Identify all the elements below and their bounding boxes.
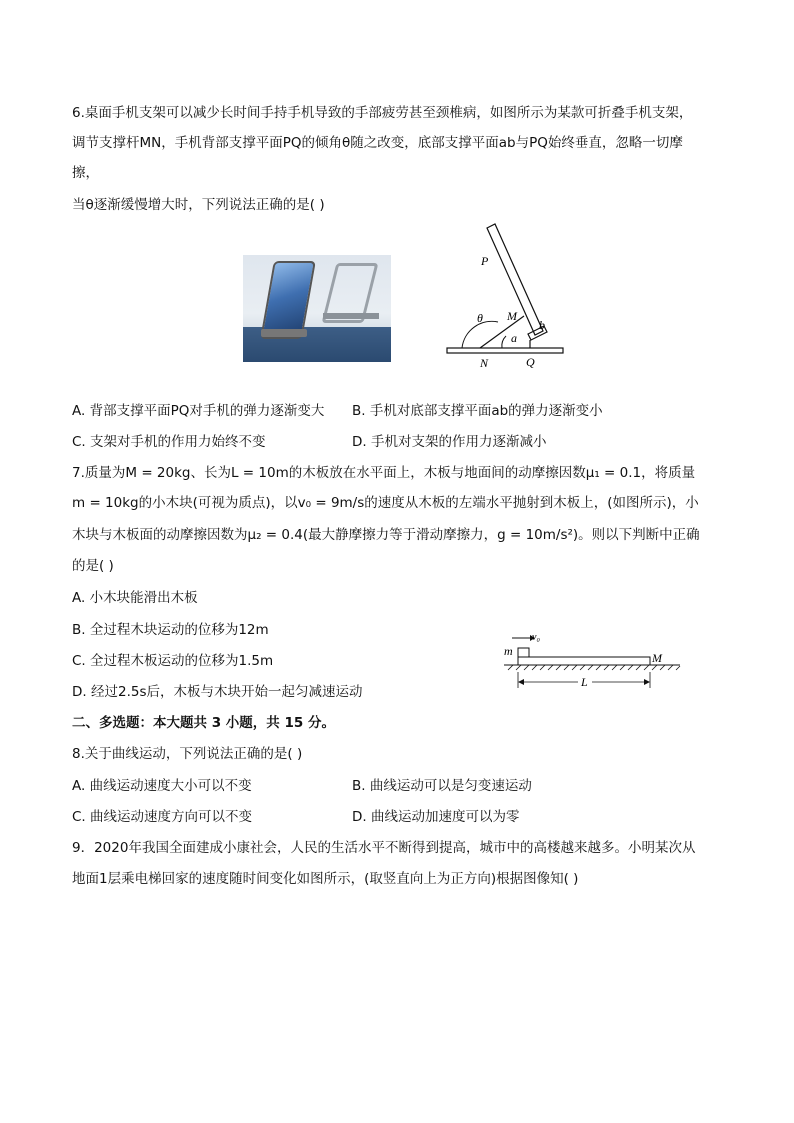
q6-stem-line3: 擦， <box>72 165 99 181</box>
q7-stem-line3: 木块与木板面的动摩擦因数为μ₂ = 0.4(最大静摩擦力等于滑动摩擦力，g = 10m/s²)。则以下判断中正确 <box>72 527 700 543</box>
label-a: a <box>511 331 517 345</box>
phone-stand-photo <box>243 255 391 362</box>
label-Q: Q <box>526 355 535 369</box>
q7-stem-line1: 7.质量为M = 20kg、长为L = 10m的木板放在水平面上，木板与地面间的动摩擦因数μ₁ = 0.1，将质量 <box>72 465 696 481</box>
q8-option-c: C. 曲线运动速度方向可以不变 <box>72 809 253 825</box>
phone-stand-diagram <box>440 218 570 376</box>
q7-option-a: A. 小木块能滑出木板 <box>72 590 198 606</box>
q9-stem-line1: 9．2020年我国全面建成小康社会，人民的生活水平不断得到提高，城市中的高楼越来越多。小明某次从 <box>72 840 696 856</box>
q7-stem-line2: m = 10kg的小木块(可视为质点)，以v₀ = 9m/s的速度从木板的左端水平抛射到木板上，(如图所示)，小 <box>72 495 699 511</box>
label-b: b <box>539 318 545 332</box>
section-heading-multiple-choice: 二、多选题：本大题共 3 小题，共 15 分。 <box>72 715 335 731</box>
q8-stem: 8.关于曲线运动，下列说法正确的是( ) <box>72 746 303 762</box>
label-M-board: M <box>652 651 662 665</box>
q6-stem-line1: 6.桌面手机支架可以减少长时间手持手机导致的手部疲劳甚至颈椎病，如图所示为某款可折叠手机支架， <box>72 105 693 121</box>
q8-option-d: D. 曲线运动加速度可以为零 <box>352 809 520 825</box>
q6-option-c: C. 支架对手机的作用力始终不变 <box>72 434 266 450</box>
board-block-diagram <box>500 628 684 694</box>
q6-option-d: D. 手机对支架的作用力逐渐减小 <box>352 434 547 450</box>
label-N: N <box>480 356 489 370</box>
q8-option-a: A. 曲线运动速度大小可以不变 <box>72 778 252 794</box>
q6-stem-line4: 当θ逐渐缓慢增大时，下列说法正确的是( ) <box>72 197 325 213</box>
label-P: P <box>481 254 489 268</box>
label-m: m <box>504 644 513 658</box>
label-M: M <box>507 309 517 323</box>
q6-stem-line2: 调节支撑杆MN，手机背部支撑平面PQ的倾角θ随之改变，底部支撑平面ab与PQ始终垂直，忽略一切摩 <box>72 135 683 151</box>
label-theta: θ <box>477 311 483 325</box>
label-L: L <box>581 675 588 689</box>
q9-stem-line2: 地面1层乘电梯回家的速度随时间变化如图所示，(取竖直向上为正方向)根据图像知( ) <box>72 871 579 887</box>
q6-option-b: B. 手机对底部支撑平面ab的弹力逐渐变小 <box>352 403 603 419</box>
q7-option-b: B. 全过程木块运动的位移为12m <box>72 622 269 638</box>
q7-option-c: C. 全过程木板运动的位移为1.5m <box>72 653 274 669</box>
q6-option-a: A. 背部支撑平面PQ对手机的弹力逐渐变大 <box>72 403 325 419</box>
label-v0: v₀ <box>532 632 540 643</box>
q8-option-b: B. 曲线运动可以是匀变速运动 <box>352 778 532 794</box>
q7-option-d: D. 经过2.5s后，木板与木块开始一起匀减速运动 <box>72 684 363 700</box>
q7-stem-line4: 的是( ) <box>72 558 114 574</box>
